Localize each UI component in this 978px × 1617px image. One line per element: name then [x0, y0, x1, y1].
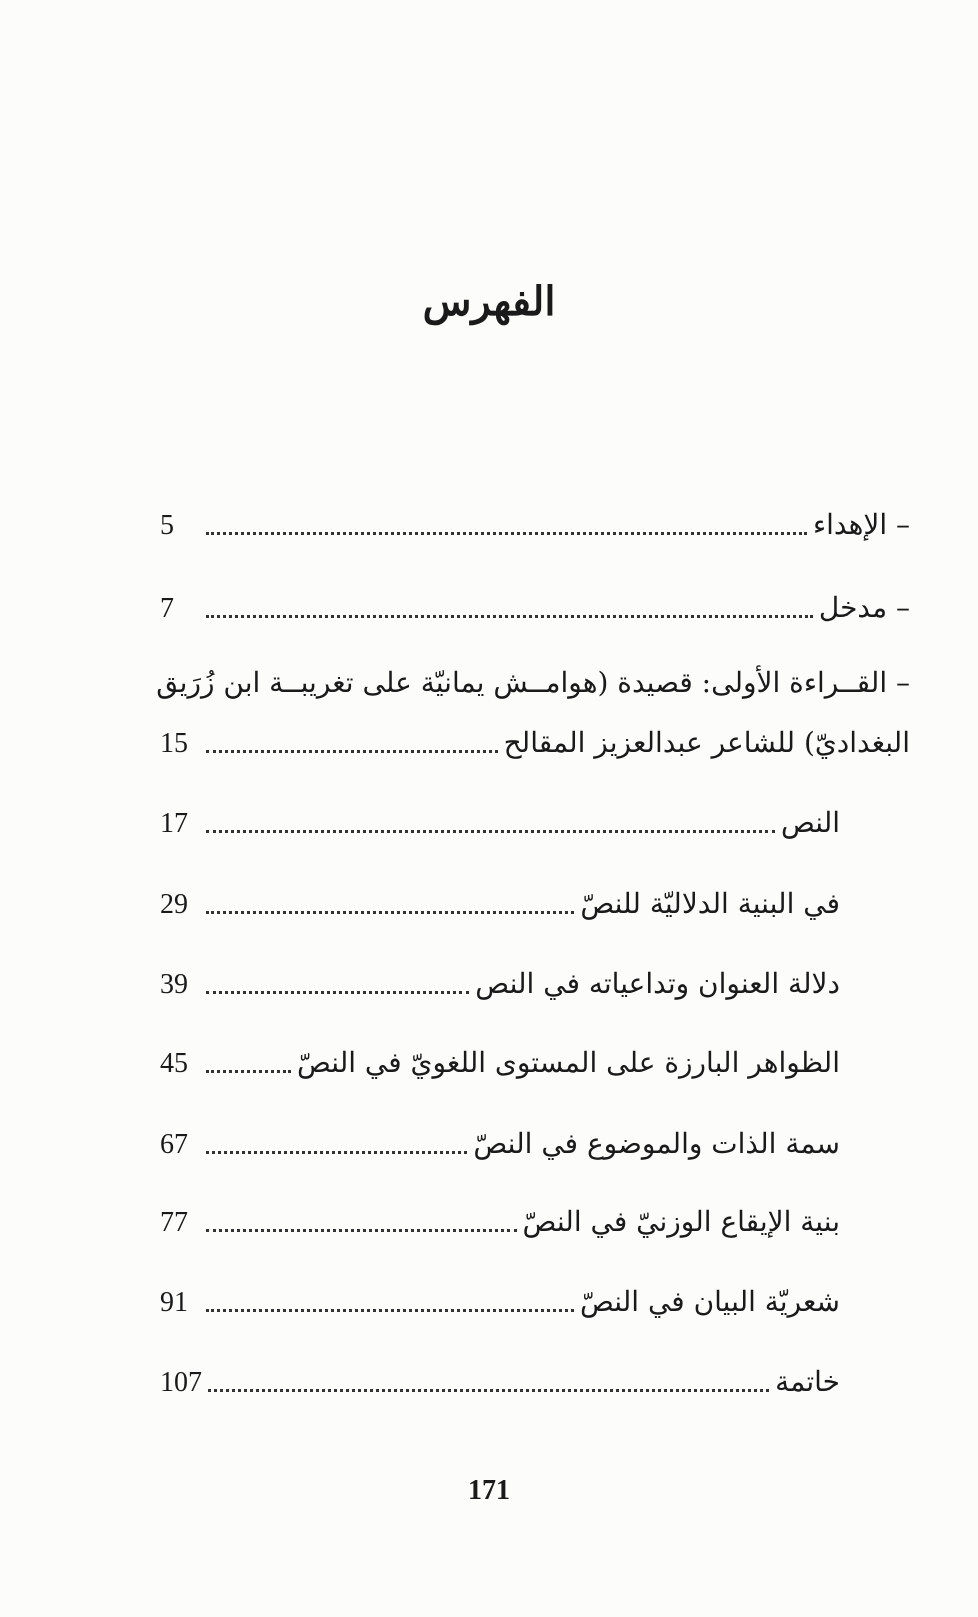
dot-leader — [206, 828, 775, 833]
toc-entry-label: دلالة العنوان وتداعياته في النص — [475, 967, 840, 1000]
toc-entry-page: 67 — [160, 1129, 188, 1160]
dot-leader — [206, 530, 807, 535]
dot-leader — [206, 1068, 291, 1073]
toc-entry-label: – مدخل — [818, 591, 910, 624]
toc-entry-label: البغداديّ) للشاعر عبدالعزيز المقالح — [503, 726, 910, 759]
toc-entry-label: شعريّة البيان في النصّ — [579, 1285, 840, 1318]
toc-entry-title-significance — [160, 964, 840, 1004]
toc-entry-rhetoric-poetics — [160, 1282, 840, 1322]
toc-entry-page: 91 — [160, 1287, 188, 1318]
toc-entry-page: 29 — [160, 889, 188, 920]
dot-leader — [206, 748, 498, 753]
toc-entry-page: 77 — [160, 1207, 188, 1238]
toc-entry-text — [160, 803, 840, 843]
page-number: 171 — [468, 1475, 510, 1506]
toc-entry-first-reading-line1: – القــراءة الأولى: قصيدة (هوامــش يمانيّة على تغريبــة ابن زُرَيق — [156, 666, 910, 699]
toc-entry-conclusion — [160, 1362, 840, 1402]
toc-entry-page: 45 — [160, 1048, 188, 1079]
dot-leader — [206, 613, 813, 618]
toc-entry-page: 107 — [160, 1367, 202, 1398]
page-title: الفهرس — [422, 278, 556, 325]
toc-entry-label: خاتمة — [775, 1365, 840, 1398]
toc-entry-page: 17 — [160, 808, 188, 839]
toc-entry-label: الظواهر البارزة على المستوى اللغويّ في النصّ — [296, 1046, 840, 1079]
toc-entry-first-reading — [160, 723, 910, 763]
dot-leader — [206, 1307, 574, 1312]
dot-leader — [206, 909, 574, 914]
dot-leader — [206, 1227, 517, 1232]
dot-leader — [208, 1387, 769, 1392]
toc-entry-rhythm-structure — [160, 1202, 840, 1242]
toc-entry-dedication — [160, 505, 910, 545]
toc-entry-self-and-subject — [160, 1124, 840, 1164]
toc-entry-linguistic-phenomena — [160, 1043, 840, 1083]
toc-entry-label: سمة الذات والموضوع في النصّ — [473, 1127, 840, 1160]
dot-leader — [206, 989, 469, 994]
toc-entry-label: – الإهداء — [812, 508, 910, 541]
toc-entry-page: 39 — [160, 969, 188, 1000]
toc-entry-page: 5 — [160, 510, 174, 541]
toc-entry-label: في البنية الدلاليّة للنصّ — [580, 887, 840, 920]
toc-entry-introduction — [160, 588, 910, 628]
toc-entry-semantic-structure — [160, 884, 840, 924]
toc-entry-label: النص — [780, 806, 840, 839]
toc-entry-page: 15 — [160, 728, 188, 759]
dot-leader — [206, 1149, 467, 1154]
toc-entry-page: 7 — [160, 593, 174, 624]
toc-entry-label: بنية الإيقاع الوزنيّ في النصّ — [522, 1205, 840, 1238]
